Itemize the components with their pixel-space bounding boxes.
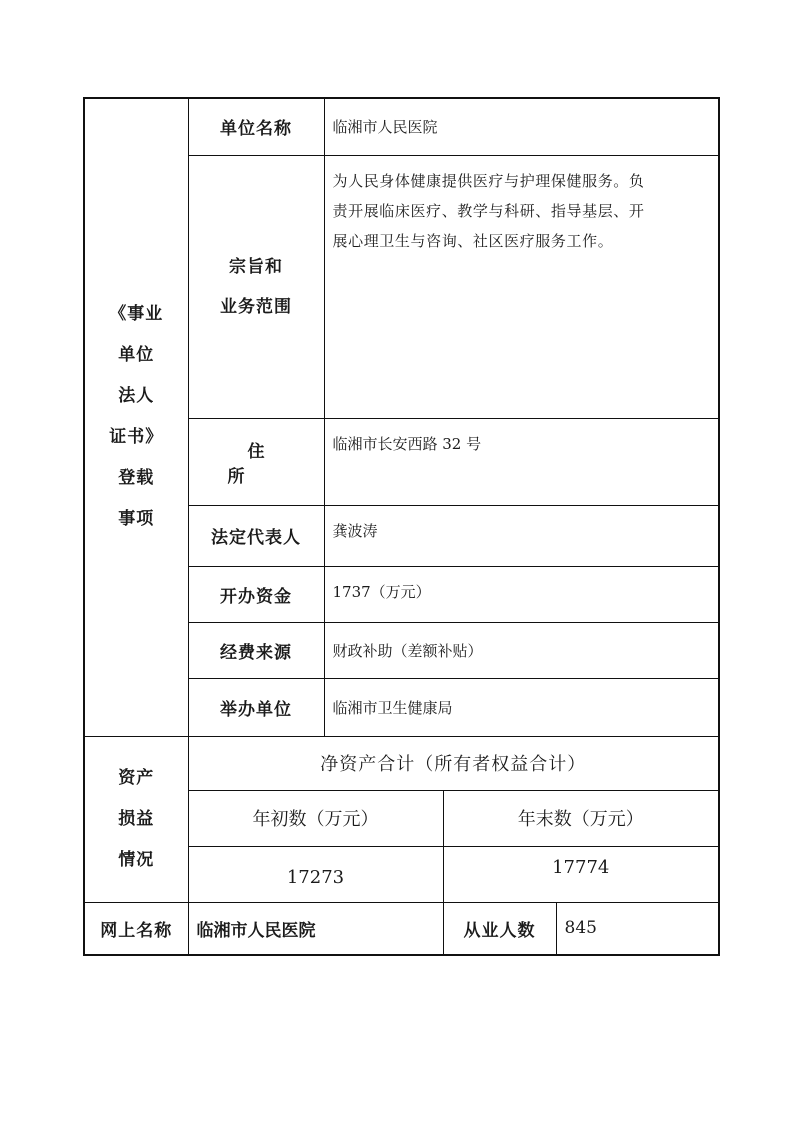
unit-name-value: 临湘市人民医院 [324,98,719,155]
funding-label: 经费来源 [188,622,324,678]
sponsor-label: 举办单位 [188,678,324,736]
online-name-value: 临湘市人民医院 [188,902,443,955]
capital-label: 开办资金 [188,566,324,622]
registration-table [83,97,720,956]
assets-section-label: 资产 损益 情况 [84,736,188,902]
purpose-label: 宗旨和 业务范围 [188,155,324,418]
legal-rep-label: 法定代表人 [188,505,324,566]
registration-section-label: 《事业 单位 法人 证书》 登载 事项 [84,98,188,736]
legal-rep-value: 龚波涛 [324,505,719,566]
purpose-line: 展心理卫生与咨询、社区医疗服务工作。 [332,231,614,250]
online-name-label: 网上名称 [84,902,188,955]
address-value: 临湘市长安西路 32 号 [324,418,719,505]
funding-value: 财政补助（差额补贴） [324,622,719,678]
capital-value: 1737（万元） [324,566,719,622]
end-of-year-value: 17774 [443,846,719,902]
purpose-line: 责开展临床医疗、教学与科研、指导基层、开 [332,201,645,220]
sponsor-value: 临湘市卫生健康局 [324,678,719,736]
end-of-year-label: 年末数（万元） [443,790,719,846]
unit-name-label: 单位名称 [188,98,324,155]
net-assets-title: 净资产合计（所有者权益合计） [188,736,719,790]
begin-of-year-label: 年初数（万元） [188,790,443,846]
begin-of-year-value: 17273 [188,846,443,902]
staff-count-label: 从业人数 [443,902,556,955]
staff-count-value: 845 [556,902,719,955]
purpose-line: 为人民身体健康提供医疗与护理保健服务。负 [332,171,645,190]
address-label: 住所 [188,418,324,505]
purpose-value [324,155,719,418]
